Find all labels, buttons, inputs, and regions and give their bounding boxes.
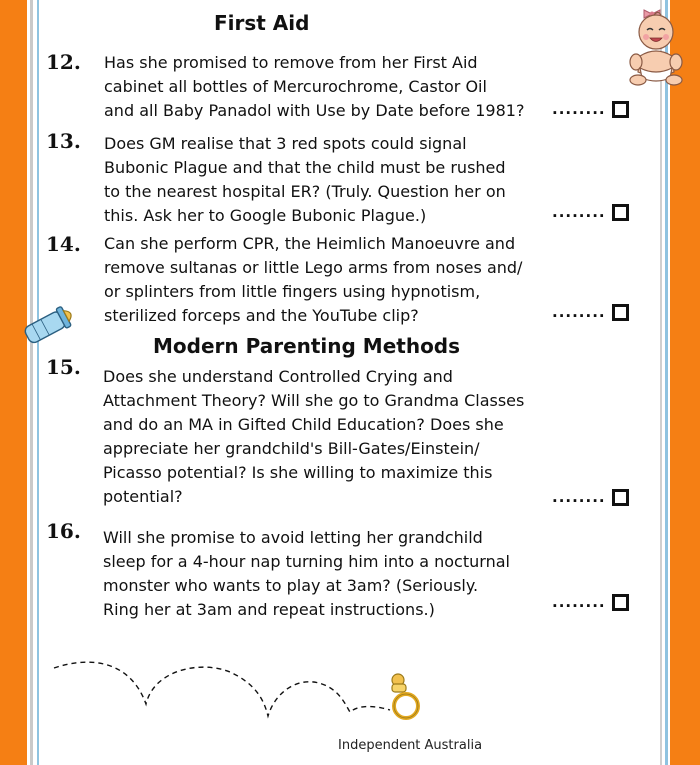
question-line: Has she promised to remove from her First Aid: [104, 53, 478, 72]
pacifier-icon: [382, 670, 424, 722]
section-heading-modern-parenting: Modern Parenting Methods: [153, 334, 461, 358]
question-line: Attachment Theory? Will she go to Grandma Classes: [103, 391, 525, 410]
question-number: 14.: [46, 232, 81, 256]
right-margin-rule-blue: [665, 0, 668, 765]
left-margin-rule: [30, 0, 33, 765]
answer-dots: ........: [552, 488, 606, 506]
question-line: appreciate her grandchild's Bill-Gates/Einstein/: [103, 439, 480, 458]
answer-field: [552, 303, 629, 321]
answer-field: [552, 100, 629, 118]
question-line: Bubonic Plague and that the child must be rushed: [104, 158, 506, 177]
question-text: [103, 526, 543, 622]
question-line: sleep for a 4-hour nap turning him into a nocturnal: [103, 552, 510, 571]
source-credit: Independent Australia: [338, 738, 483, 753]
baby-icon: [626, 4, 686, 86]
dashed-trail-decoration: [50, 650, 395, 720]
question-line: monster who wants to play at 3am? (Seriously.: [103, 576, 479, 595]
right-border-stripe: [670, 0, 700, 765]
answer-field: [552, 593, 629, 611]
question-line: Can she perform CPR, the Heimlich Manoeuvre and: [104, 234, 516, 253]
question-line: Ring her at 3am and repeat instructions.): [103, 600, 435, 619]
question-line: to the nearest hospital ER? (Truly. Question her on: [104, 182, 506, 201]
question-line: and all Baby Panadol with Use by Date before 1981?: [104, 101, 525, 120]
section-heading-first-aid: First Aid: [214, 11, 310, 35]
checkbox-icon[interactable]: [612, 594, 629, 611]
answer-field: [552, 203, 629, 221]
question-line: Picasso potential? Is she willing to maximize this: [103, 463, 493, 482]
question-number: 12.: [46, 50, 81, 74]
question-text: [103, 365, 543, 509]
answer-dots: ........: [552, 593, 606, 611]
baby-bottle-icon: [16, 302, 82, 346]
question-line: or splinters from little fingers using hypnotism,: [104, 282, 481, 301]
answer-dots: ........: [552, 303, 606, 321]
question-line: Will she promise to avoid letting her grandchild: [103, 528, 483, 547]
question-text: [104, 51, 544, 123]
checkbox-icon[interactable]: [612, 489, 629, 506]
question-text: [104, 232, 544, 328]
question-line: this. Ask her to Google Bubonic Plague.): [104, 206, 427, 225]
checkbox-icon[interactable]: [612, 204, 629, 221]
question-text: [104, 132, 544, 228]
left-border-stripe: [0, 0, 27, 765]
answer-field: [552, 488, 629, 506]
question-line: Does GM realise that 3 red spots could signal: [104, 134, 467, 153]
left-margin-rule-blue: [37, 0, 39, 765]
question-line: potential?: [103, 487, 183, 506]
question-line: remove sultanas or little Lego arms from noses and/: [104, 258, 523, 277]
checkbox-icon[interactable]: [612, 101, 629, 118]
question-line: Does she understand Controlled Crying and: [103, 367, 453, 386]
question-number: 13.: [46, 129, 81, 153]
question-line: and do an MA in Gifted Child Education? Does she: [103, 415, 504, 434]
question-line: sterilized forceps and the YouTube clip?: [104, 306, 419, 325]
question-line: cabinet all bottles of Mercurochrome, Castor Oil: [104, 77, 487, 96]
question-number: 16.: [46, 519, 81, 543]
answer-dots: ........: [552, 203, 606, 221]
checkbox-icon[interactable]: [612, 304, 629, 321]
question-number: 15.: [46, 355, 81, 379]
answer-dots: ........: [552, 100, 606, 118]
